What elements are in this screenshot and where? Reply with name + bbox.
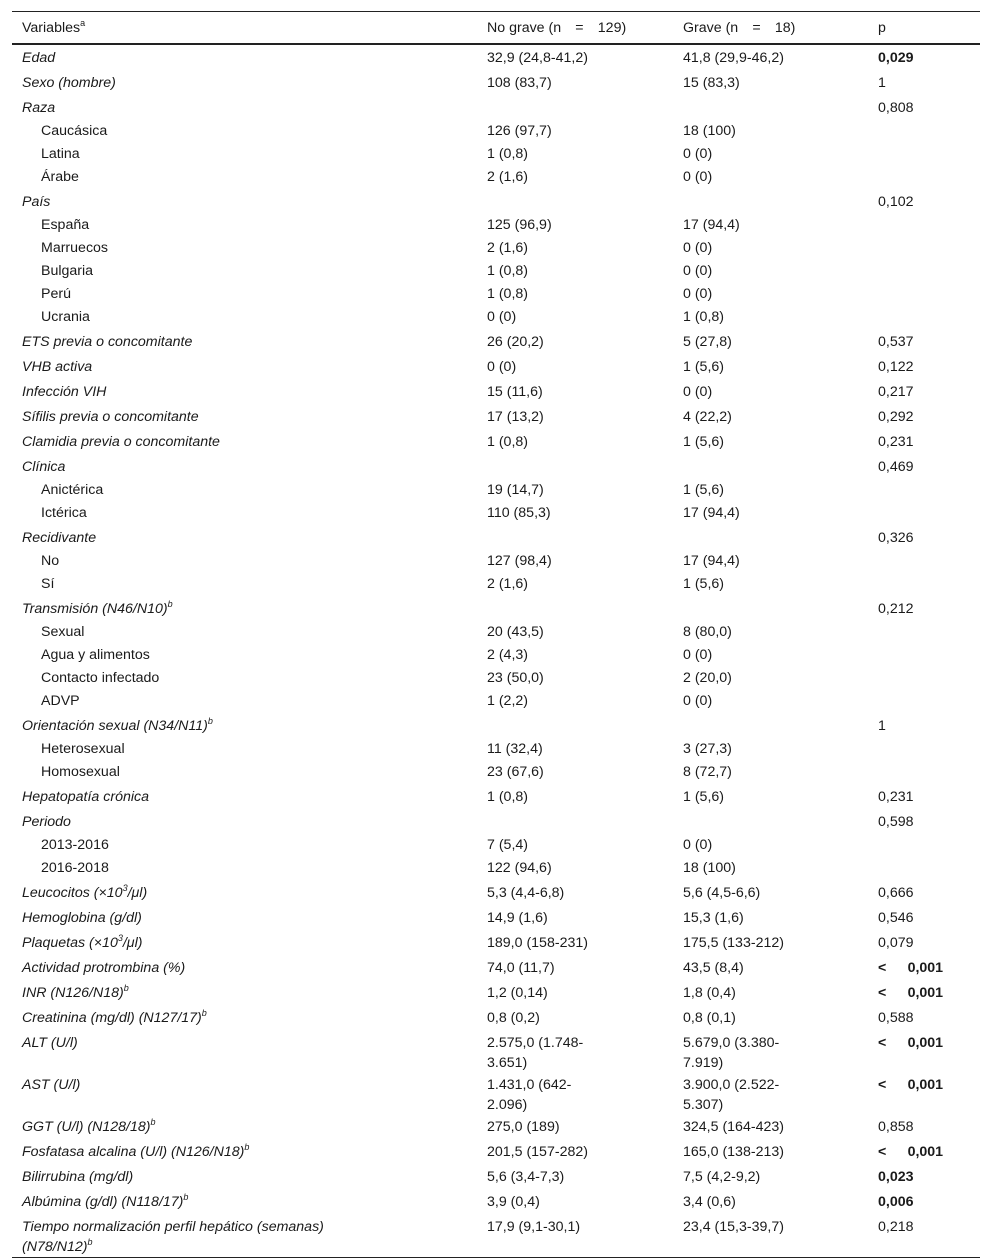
variable-label: Tiempo normalización perfil hepático (semanas) $(N78/N12)^b$ <box>22 1219 324 1255</box>
variable-label: GGT (U/l) $(N128/18)^b$ <box>22 1117 156 1135</box>
variable-label: Sexo (hombre) <box>22 75 116 91</box>
variable-label: Transmisión $(N46/N10)^b$ <box>22 599 173 617</box>
p-value: < 0,001 <box>878 1144 944 1160</box>
value-grave: 18 (100) <box>683 860 736 876</box>
table-row <box>12 307 980 330</box>
value-no-grave <box>477 526 673 551</box>
value-no-grave: 0,8 (0,2) <box>487 1010 540 1026</box>
table-row <box>12 835 980 858</box>
p-value: 0,023 <box>878 1169 914 1185</box>
table-row <box>12 96 980 121</box>
value-no-grave: 126 (97,7) <box>487 123 552 139</box>
value-no-grave: 0 (0) <box>487 359 517 375</box>
category-label: Bulgaria <box>41 263 94 279</box>
value-no-grave: 275,0 (189) <box>487 1119 560 1135</box>
value-grave <box>673 96 868 121</box>
p-value: 0,598 <box>878 814 914 830</box>
p-value: 0,546 <box>878 910 914 926</box>
table-row <box>12 167 980 190</box>
table-row <box>12 121 980 144</box>
header-no-grave: No grave (n = 129) <box>487 19 627 36</box>
value-grave: 0 (0) <box>683 384 713 400</box>
value-grave <box>673 190 868 215</box>
table-row <box>12 405 980 430</box>
header-p: p <box>878 19 886 36</box>
p-value: < 0,001 <box>878 1035 944 1051</box>
table-row <box>12 455 980 480</box>
value-grave: 17 (94,4) <box>683 553 740 569</box>
table-row <box>12 380 980 405</box>
table-row <box>12 144 980 167</box>
category-label: Marruecos <box>41 240 109 256</box>
table-row <box>12 906 980 931</box>
value-grave: 1 (0,8) <box>683 309 725 325</box>
p-value: 0,588 <box>878 1010 914 1026</box>
table-row <box>12 622 980 645</box>
p-value: 0,292 <box>878 409 914 425</box>
value-no-grave: 19 (14,7) <box>487 482 544 498</box>
p-value: < 0,001 <box>878 960 944 976</box>
p-value: 1 <box>878 718 886 734</box>
value-grave: 175,5 (133-212) <box>683 935 784 951</box>
table-row <box>12 1031 980 1073</box>
table-row <box>12 956 980 981</box>
value-no-grave: 14,9 (1,6) <box>487 910 548 926</box>
value-no-grave: 1.431,0 (642-2.096) <box>487 1077 572 1113</box>
value-grave: 0 (0) <box>683 146 713 162</box>
value-no-grave: 2 (4,3) <box>487 647 529 663</box>
value-grave: 5.679,0 (3.380-7.919) <box>683 1035 780 1071</box>
value-no-grave <box>477 455 673 480</box>
table-row <box>12 762 980 785</box>
value-grave: 5 (27,8) <box>683 334 732 350</box>
p-value: < 0,001 <box>878 1077 944 1093</box>
p-value <box>868 574 980 597</box>
results-table <box>12 11 980 1258</box>
variable-label: Recidivante <box>22 530 97 546</box>
p-value <box>868 167 980 190</box>
variable-label: Orientación sexual $(N34/N11)^b$ <box>22 716 213 734</box>
value-grave: 3.900,0 (2.522-5.307) <box>683 1077 780 1113</box>
table-row <box>12 597 980 622</box>
category-label: Homosexual <box>41 764 120 780</box>
p-value: 0,858 <box>878 1119 914 1135</box>
value-no-grave: 74,0 (11,7) <box>487 960 555 976</box>
value-no-grave: 122 (94,6) <box>487 860 552 876</box>
category-label: Sí <box>41 576 55 592</box>
value-grave: 1 (5,6) <box>683 482 725 498</box>
value-grave: 23,4 (15,3-39,7) <box>683 1219 784 1235</box>
value-grave: 0 (0) <box>683 263 713 279</box>
value-grave: 17 (94,4) <box>683 217 740 233</box>
value-grave: 0 (0) <box>683 286 713 302</box>
value-grave: 1 (5,6) <box>683 434 725 450</box>
category-label: Agua y alimentos <box>41 647 150 663</box>
value-no-grave: 2 (1,6) <box>487 169 529 185</box>
value-no-grave: 1 (0,8) <box>487 263 529 279</box>
value-no-grave: 2.575,0 (1.748-3.651) <box>487 1035 584 1071</box>
category-label: Perú <box>41 286 71 302</box>
category-label: Anictérica <box>41 482 104 498</box>
p-value: 0,808 <box>878 100 914 116</box>
value-grave: 2 (20,0) <box>683 670 732 686</box>
table-row <box>12 691 980 714</box>
value-grave: 15,3 (1,6) <box>683 910 744 926</box>
value-no-grave <box>477 810 673 835</box>
table-row <box>12 1190 980 1215</box>
table-row <box>12 668 980 691</box>
value-grave: 17 (94,4) <box>683 505 740 521</box>
value-no-grave <box>477 714 673 739</box>
value-grave: 3,4 (0,6) <box>683 1194 736 1210</box>
value-grave: 1 (5,6) <box>683 576 725 592</box>
table-row <box>12 526 980 551</box>
p-value: 0,079 <box>878 935 914 951</box>
table-row <box>12 215 980 238</box>
value-no-grave: 2 (1,6) <box>487 576 529 592</box>
value-grave: 1,8 (0,4) <box>683 985 736 1001</box>
p-value <box>868 858 980 881</box>
category-label: Ictérica <box>41 505 87 521</box>
header-variables: Variables$^a$ <box>22 17 86 36</box>
p-value: 0,469 <box>878 459 914 475</box>
category-label: Ucrania <box>41 309 90 325</box>
p-value <box>868 835 980 858</box>
p-value: 0,231 <box>878 789 914 805</box>
value-no-grave: 5,3 (4,4-6,8) <box>487 885 565 901</box>
variable-label: Bilirrubina (mg/dl) <box>22 1169 134 1185</box>
p-value: 0,029 <box>878 50 914 66</box>
variable-label: Albúmina (g/dl) $(N118/17)^b$ <box>22 1192 189 1210</box>
table-row <box>12 330 980 355</box>
p-value: 0,102 <box>878 194 914 210</box>
value-grave: 18 (100) <box>683 123 736 139</box>
table-row <box>12 190 980 215</box>
category-label: 2016-2018 <box>41 860 109 876</box>
p-value: 1 <box>878 75 886 91</box>
p-value: < 0,001 <box>878 985 944 1001</box>
p-value: 0,122 <box>878 359 914 375</box>
variable-label: AST (U/l) <box>22 1077 81 1093</box>
table-row <box>12 1165 980 1190</box>
p-value <box>868 238 980 261</box>
value-no-grave: 3,9 (0,4) <box>487 1194 540 1210</box>
table-row <box>12 881 980 906</box>
value-no-grave: 1 (0,8) <box>487 789 529 805</box>
header-grave: Grave (n = 18) <box>683 19 796 36</box>
value-no-grave: 125 (96,9) <box>487 217 552 233</box>
value-grave: 0 (0) <box>683 240 713 256</box>
value-grave: 1 (5,6) <box>683 789 725 805</box>
variable-label: Edad <box>22 50 56 66</box>
variable-label: ETS previa o concomitante <box>22 334 193 350</box>
p-value <box>868 215 980 238</box>
table-row <box>12 931 980 956</box>
table-row <box>12 810 980 835</box>
p-value <box>868 622 980 645</box>
table-row <box>12 551 980 574</box>
p-value: 0,212 <box>878 601 914 617</box>
value-grave: 8 (72,7) <box>683 764 732 780</box>
value-no-grave: 110 (85,3) <box>487 505 551 521</box>
value-grave: 165,0 (138-213) <box>683 1144 784 1160</box>
value-no-grave: 15 (11,6) <box>487 384 543 400</box>
variable-label: Leucocitos $(\times 10^3/\mu l)$ <box>22 883 148 901</box>
table-row <box>12 503 980 526</box>
variable-label: VHB activa <box>22 359 93 375</box>
table-row <box>12 858 980 881</box>
variable-label: Creatinina (mg/dl) $(N127/17)^b$ <box>22 1008 207 1026</box>
table-row <box>12 714 980 739</box>
value-no-grave: 17 (13,2) <box>487 409 544 425</box>
value-grave: 0 (0) <box>683 837 713 853</box>
value-no-grave: 7 (5,4) <box>487 837 529 853</box>
table-row <box>12 1215 980 1258</box>
value-no-grave: 11 (32,4) <box>487 741 543 757</box>
category-label: Contacto infectado <box>41 670 160 686</box>
variable-label: Raza <box>22 100 56 116</box>
variable-label: Periodo <box>22 814 71 830</box>
value-no-grave: 20 (43,5) <box>487 624 544 640</box>
p-value <box>868 645 980 668</box>
value-no-grave <box>477 96 673 121</box>
category-label: Latina <box>41 146 80 162</box>
category-label: Caucásica <box>41 123 108 139</box>
table-row <box>12 238 980 261</box>
variable-label: INR $(N126/N18)^b$ <box>22 983 129 1001</box>
value-grave: 7,5 (4,2-9,2) <box>683 1169 761 1185</box>
value-grave: 4 (22,2) <box>683 409 732 425</box>
value-grave: 0 (0) <box>683 169 713 185</box>
p-value: 0,231 <box>878 434 914 450</box>
value-no-grave: 1 (2,2) <box>487 693 529 709</box>
value-grave: 8 (80,0) <box>683 624 732 640</box>
table-row <box>12 355 980 380</box>
value-grave: 3 (27,3) <box>683 741 732 757</box>
value-no-grave: 108 (83,7) <box>487 75 552 91</box>
variable-label: Hemoglobina (g/dl) <box>22 910 142 926</box>
value-no-grave: 23 (67,6) <box>487 764 544 780</box>
table-row <box>12 981 980 1006</box>
table-row <box>12 574 980 597</box>
value-no-grave <box>477 597 673 622</box>
table-row <box>12 480 980 503</box>
variable-label: País <box>22 194 51 210</box>
value-no-grave: 32,9 (24,8-41,2) <box>487 50 588 66</box>
variable-label: Hepatopatía crónica <box>22 789 149 805</box>
table-row <box>12 1073 980 1115</box>
value-no-grave: 2 (1,6) <box>487 240 529 256</box>
value-no-grave: 5,6 (3,4-7,3) <box>487 1169 565 1185</box>
value-no-grave: 23 (50,0) <box>487 670 544 686</box>
variable-label: Fosfatasa alcalina (U/l) $(N126/N18)^b$ <box>22 1142 250 1160</box>
variable-label: ALT (U/l) <box>22 1035 78 1051</box>
value-no-grave: 0 (0) <box>487 309 517 325</box>
p-value <box>868 307 980 330</box>
value-grave: 5,6 (4,5-6,6) <box>683 885 761 901</box>
p-value: 0,326 <box>878 530 914 546</box>
variable-label: Clínica <box>22 459 66 475</box>
value-grave <box>673 455 868 480</box>
variable-label: Sífilis previa o concomitante <box>22 409 199 425</box>
table-row <box>12 430 980 455</box>
value-grave <box>673 714 868 739</box>
p-value <box>868 121 980 144</box>
table-header <box>12 12 980 45</box>
p-value <box>868 261 980 284</box>
p-value: 0,666 <box>878 885 914 901</box>
p-value: 0,217 <box>878 384 914 400</box>
value-grave: 0 (0) <box>683 647 713 663</box>
value-grave: 43,5 (8,4) <box>683 960 744 976</box>
value-no-grave <box>477 190 673 215</box>
table-row <box>12 1006 980 1031</box>
value-grave <box>673 597 868 622</box>
p-value <box>868 144 980 167</box>
p-value <box>868 739 980 762</box>
category-label: Sexual <box>41 624 85 640</box>
p-value <box>868 284 980 307</box>
value-grave: 0,8 (0,1) <box>683 1010 736 1026</box>
table-row <box>12 284 980 307</box>
value-no-grave: 26 (20,2) <box>487 334 544 350</box>
table-row <box>12 261 980 284</box>
variable-label: Actividad protrombina (%) <box>22 960 186 976</box>
variable-label: Plaquetas $(\times 10^3/\mu l)$ <box>22 933 143 951</box>
category-label: 2013-2016 <box>41 837 109 853</box>
value-grave <box>673 810 868 835</box>
value-no-grave: 201,5 (157-282) <box>487 1144 588 1160</box>
p-value: 0,218 <box>878 1219 914 1235</box>
category-label: Árabe <box>41 169 79 185</box>
value-no-grave: 189,0 (158-231) <box>487 935 588 951</box>
p-value <box>868 551 980 574</box>
variable-label: Clamidia previa o concomitante <box>22 434 220 450</box>
category-label: No <box>41 553 60 569</box>
value-grave: 41,8 (29,9-46,2) <box>683 50 784 66</box>
category-label: España <box>41 217 90 233</box>
table-row <box>12 645 980 668</box>
value-no-grave: 1,2 (0,14) <box>487 985 548 1001</box>
p-value <box>868 503 980 526</box>
variable-label: Infección VIH <box>22 384 107 400</box>
table-row <box>12 1115 980 1140</box>
value-no-grave: 127 (98,4) <box>487 553 552 569</box>
value-no-grave: 1 (0,8) <box>487 434 529 450</box>
value-grave: 1 (5,6) <box>683 359 725 375</box>
p-value <box>868 691 980 714</box>
table-row <box>12 785 980 810</box>
category-label: ADVP <box>41 693 80 709</box>
value-no-grave: 1 (0,8) <box>487 286 529 302</box>
table-row <box>12 739 980 762</box>
value-grave: 15 (83,3) <box>683 75 740 91</box>
p-value <box>868 480 980 503</box>
table-row <box>12 1140 980 1165</box>
value-grave <box>673 526 868 551</box>
value-no-grave: 17,9 (9,1-30,1) <box>487 1219 581 1235</box>
value-no-grave: 1 (0,8) <box>487 146 529 162</box>
p-value: 0,006 <box>878 1194 914 1210</box>
p-value <box>868 668 980 691</box>
table-row <box>12 71 980 96</box>
category-label: Heterosexual <box>41 741 125 757</box>
value-grave: 324,5 (164-423) <box>683 1119 784 1135</box>
table-row <box>12 44 980 71</box>
value-grave: 0 (0) <box>683 693 713 709</box>
p-value: 0,537 <box>878 334 914 350</box>
p-value <box>868 762 980 785</box>
table-body <box>12 44 980 1258</box>
